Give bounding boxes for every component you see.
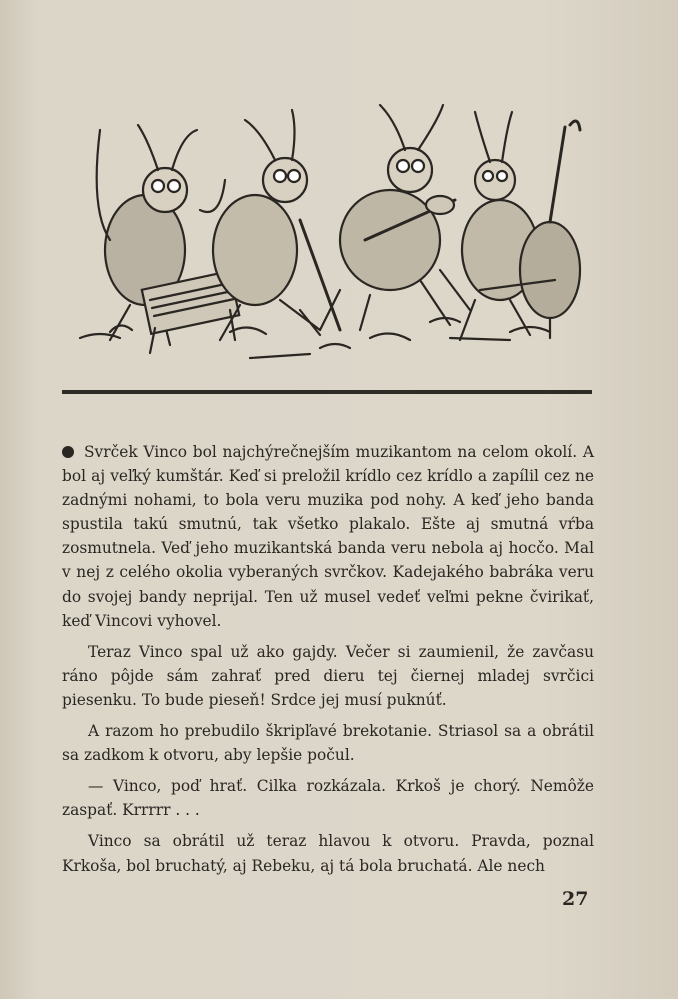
paragraph: — Vinco, poď hrať. Cilka rozkázala. Krkoš je chorý. Nemôže zaspať. Krrrrr . . . — [62, 777, 594, 820]
page-number: 27 — [562, 888, 589, 910]
paragraph: Vinco sa obrátil už teraz hlavou k otvoru. Pravda, poznal Krkoša, bol bruchatý, aj Rebeku, aj tá bola bruchatá. Ale nech — [62, 832, 594, 875]
horizontal-rule — [62, 390, 592, 394]
paragraph: A razom ho prebudilo škripľavé brekotanie. Striasol sa a obrátil sa zadkom k otvoru, aby lepšie počul. — [62, 722, 594, 765]
bullet-icon — [62, 446, 74, 458]
paragraph: Svrček Vinco bol najchýrečnejším muzikantom na celom okolí. A bol aj veľký kumštár. Keď si preložil krídlo cez krídlo a zapílil cez ne zadnými nohami, to bola veru muzika pod nohy. A keď jeho banda spustila takú smutnú, tak všetko plakalo. Ešte aj smutná vŕba zosmutnela. Veď jeho muzikantská banda veru nebola aj hocčo. Mal v nej z celého okolia vyberaných svrčkov. Kadejakého babráka veru do svojej bandy neprijal. Ten už musel vedeť veľmi pekne čvirikať, keď Vincovi vyhovel. — [62, 443, 594, 630]
cricket-band-illustration — [70, 100, 590, 375]
paragraph: Teraz Vinco spal už ako gajdy. Večer si zaumienil, že zavčasu ráno pôjde sám zahrať pred dieru tej čiernej mladej svrčici piesenku. To bude pieseň! Srdce jej musí puknúť. — [62, 642, 594, 709]
body-text — [62, 440, 594, 885]
